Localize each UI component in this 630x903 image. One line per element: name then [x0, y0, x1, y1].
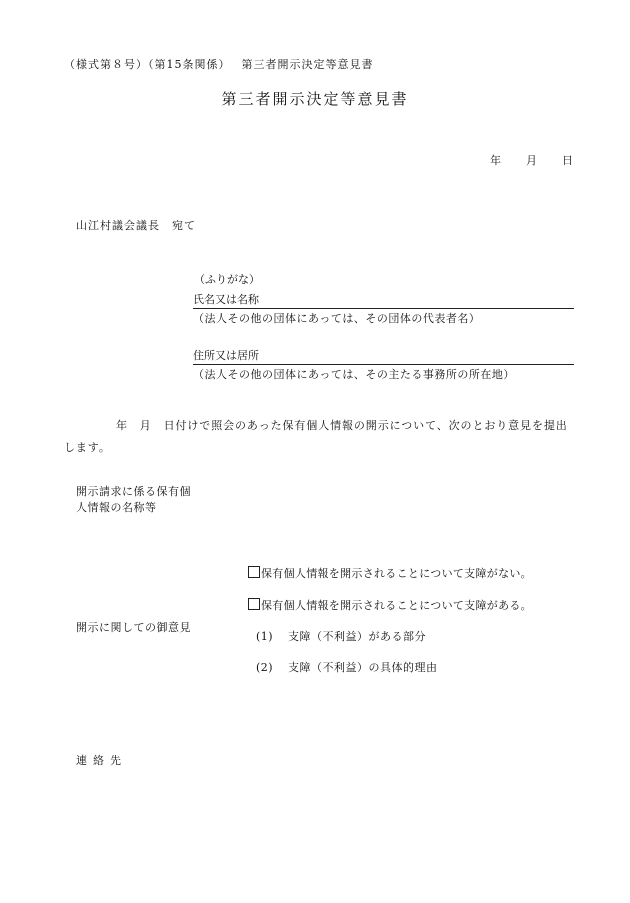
item1-label — [76, 484, 191, 516]
option-has-issue[interactable] — [248, 597, 532, 613]
contact-label: 連絡先 — [76, 754, 127, 767]
sub-item-text: 支障（不利益）がある部分 — [288, 630, 426, 643]
furigana-label: （ふりがな） — [194, 273, 260, 286]
sub-item-number: (1) — [256, 630, 274, 643]
date-year: 年 — [490, 154, 501, 167]
item1-label-line: 人情報の名称等 — [76, 501, 157, 514]
item2-label: 開示に関しての御意見 — [76, 621, 191, 634]
address-label: 住所又は居所 — [193, 349, 259, 362]
sub-item-text: 支障（不利益）の具体的理由 — [288, 661, 438, 674]
address-note: （法人その他の団体にあっては、その主たる事務所の所在地） — [193, 368, 515, 381]
name-label: 氏名又は名称 — [193, 293, 259, 306]
sub-item-number: (2) — [256, 661, 274, 674]
sub-item — [256, 628, 426, 644]
option-text: 保有個人情報を開示されることについて支障がある。 — [261, 599, 532, 612]
form-title: 第三者開示決定等意見書 — [221, 90, 409, 108]
option-no-issue[interactable] — [248, 565, 532, 581]
checkbox-icon[interactable] — [248, 566, 260, 578]
addressee: 山江村議会議長 宛て — [76, 219, 196, 232]
address-field[interactable] — [193, 347, 574, 365]
item1-label-line: 開示請求に係る保有個 — [76, 485, 191, 498]
option-text: 保有個人情報を開示されることについて支障がない。 — [261, 567, 532, 580]
date-month: 月 — [526, 154, 537, 167]
sub-item — [256, 659, 438, 675]
body-text: 年 月 日付けで照会のあった保有個人情報の開示について、次のとおり意見を提出します。 — [64, 419, 568, 454]
name-note: （法人その他の団体にあっては、その団体の代表者名） — [193, 312, 481, 325]
checkbox-icon[interactable] — [248, 598, 260, 610]
name-field[interactable] — [193, 291, 574, 309]
date-day: 日 — [562, 154, 573, 167]
form-header: （様式第８号）（第15条関係） 第三者開示決定等意見書 — [64, 58, 374, 71]
